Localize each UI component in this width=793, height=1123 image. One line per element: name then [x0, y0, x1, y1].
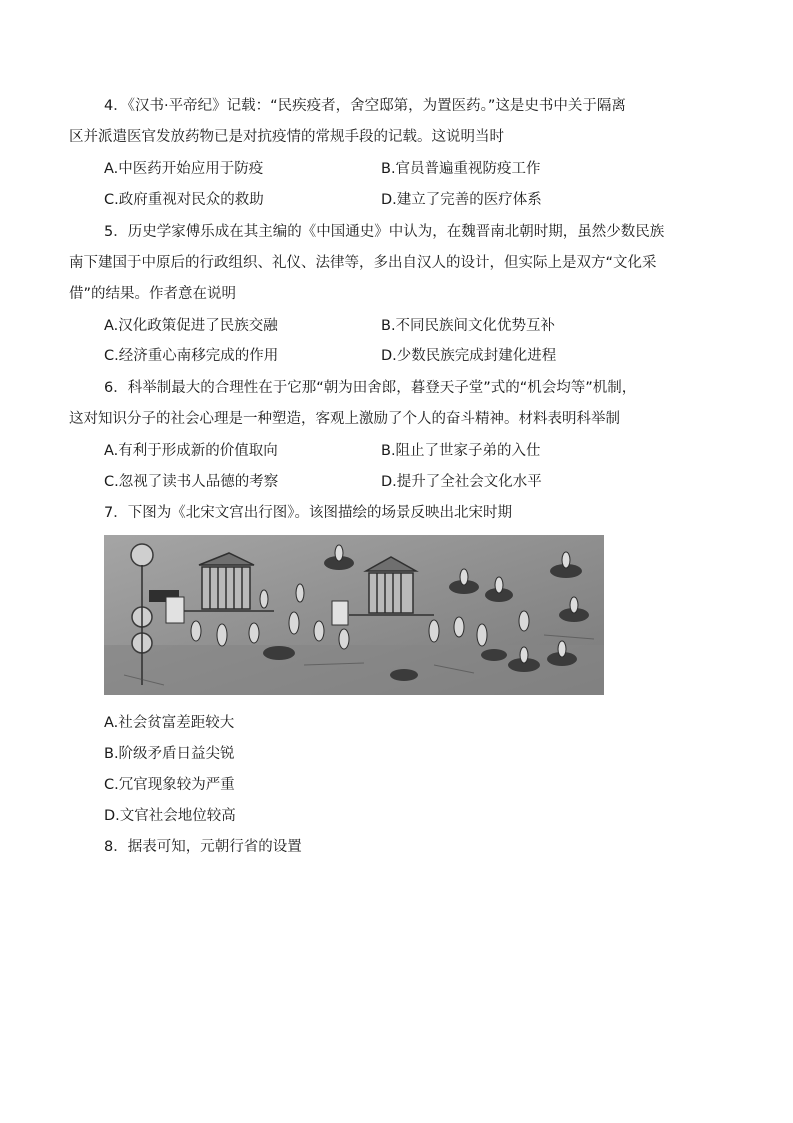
q6-stem-line-1: 6．科举制最大的合理性在于它那“朝为田舍郎，暮登天子堂”式的“机会均等”机制， [104, 380, 637, 396]
q4-option-b: B.官员普遍重视防疫工作 [381, 161, 541, 177]
q4-stem-line-1: 4．《汉书·平帝纪》记载：“民疾疫者，舍空邸第，为置医药。”这是史书中关于隔离 [104, 98, 626, 114]
q7-option-d: D.文官社会地位较高 [104, 808, 236, 824]
q5-option-a: A.汉化政策促进了民族交融 [104, 318, 278, 334]
q6-option-d: D.提升了全社会文化水平 [381, 474, 542, 490]
q7-stem-line-1: 7．下图为《北宋文宫出行图》。该图描绘的场景反映出北宋时期 [104, 505, 512, 521]
q6-stem-line-2: 这对知识分子的社会心理是一种塑造，客观上激励了个人的奋斗精神。材料表明科举制 [69, 411, 620, 427]
q7-option-b: B.阶级矛盾日益尖锐 [104, 746, 235, 762]
q4-option-d: D.建立了完善的医疗体系 [381, 192, 542, 208]
q4-option-c: C.政府重视对民众的救助 [104, 192, 264, 208]
q7-option-c: C.冗官现象较为严重 [104, 777, 235, 793]
q5-option-b: B.不同民族间文化优势互补 [381, 318, 556, 334]
q4-option-a: A.中医药开始应用于防疫 [104, 161, 264, 177]
q5-stem-line-2: 南下建国于中原后的行政组织、礼仪、法律等，多出自汉人的设计，但实际上是双方“文化采 [69, 255, 657, 271]
q6-option-c: C.忽视了读书人品德的考察 [104, 474, 279, 490]
q6-option-a: A.有利于形成新的价值取向 [104, 443, 278, 459]
q8-stem-line-1: 8．据表可知，元朝行省的设置 [104, 839, 302, 855]
q5-stem-line-3: 借”的结果。作者意在说明 [69, 286, 237, 302]
q7-option-a: A.社会贫富差距较大 [104, 715, 235, 731]
q5-stem-line-1: 5．历史学家傅乐成在其主编的《中国通史》中认为，在魏晋南北朝时期，虽然少数民族 [104, 224, 665, 240]
q5-option-c: C.经济重心南移完成的作用 [104, 348, 279, 364]
q4-stem-line-2: 区并派遣医官发放药物已是对抗疫情的常规手段的记载。这说明当时 [69, 129, 504, 145]
q5-option-d: D.少数民族完成封建化进程 [381, 348, 557, 364]
song-procession-painting [104, 535, 604, 695]
q6-option-b: B.阻止了世家子弟的入仕 [381, 443, 541, 459]
